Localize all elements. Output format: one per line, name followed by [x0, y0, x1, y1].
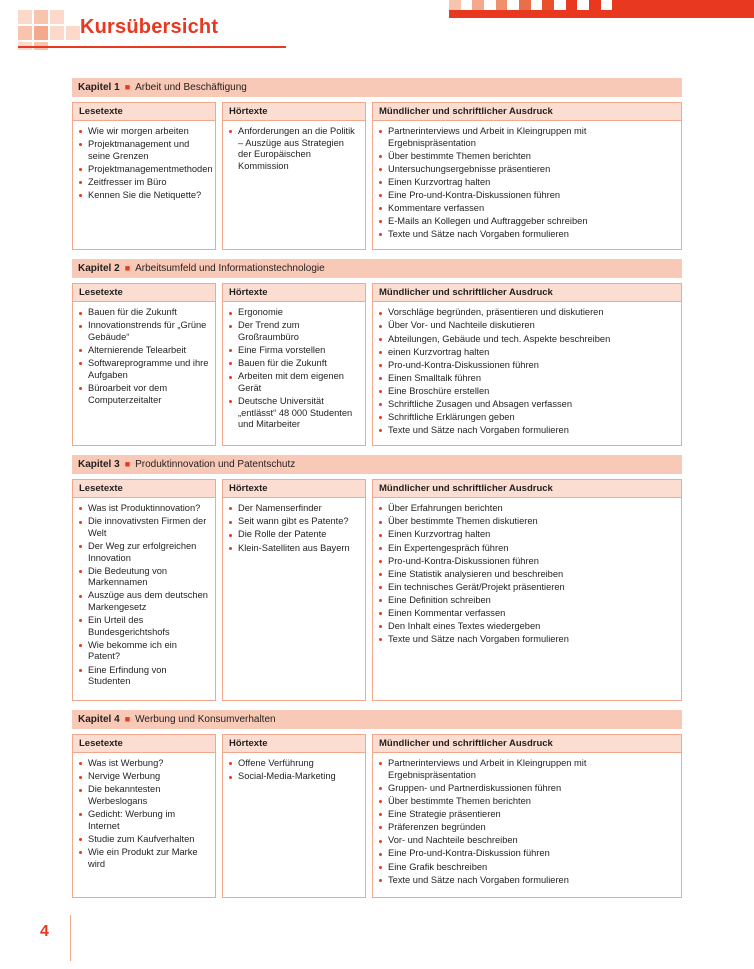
column-hoertexte [222, 102, 366, 250]
list-item: Klein-Satelliten aus Bayern [229, 543, 359, 555]
column-ausdruck [372, 283, 682, 446]
list-item: Bauen für die Zukunft [229, 358, 359, 370]
list-item: Über bestimmte Themen berichten [379, 796, 675, 808]
chapter-number: Kapitel 3 [78, 459, 120, 471]
chapter-columns [72, 479, 682, 701]
list-item: Eine Strategie präsentieren [379, 809, 675, 821]
top-block-cell [589, 0, 601, 10]
column-ausdruck [372, 102, 682, 250]
chapter-columns [72, 283, 682, 446]
list-item: Einen Kommentar verfassen [379, 608, 675, 620]
item-list [379, 758, 675, 886]
list-item: Kennen Sie die Netiquette? [79, 190, 209, 202]
list-item: Was ist Werbung? [79, 758, 209, 770]
item-list [379, 126, 675, 241]
top-block-cell [507, 0, 519, 10]
top-block-cell [472, 0, 484, 10]
list-item: Eine Definition schreiben [379, 595, 675, 607]
list-item: Schriftliche Zusagen und Absagen verfassen [379, 399, 675, 411]
list-item: Partnerinterviews und Arbeit in Kleingruppen mit Ergebnispräsentation [379, 758, 675, 781]
list-item: Abteilungen, Gebäude und tech. Aspekte beschreiben [379, 334, 675, 346]
list-item: Präferenzen begründen [379, 822, 675, 834]
column-body-ausdruck [373, 753, 681, 894]
list-item: Was ist Produktinnovation? [79, 503, 209, 515]
list-item: Über Erfahrungen berichten [379, 503, 675, 515]
top-block-cell [484, 0, 496, 10]
column-lesetexte [72, 734, 216, 898]
list-item: Gruppen- und Partnerdiskussionen führen [379, 783, 675, 795]
list-item: Einen Smalltalk führen [379, 373, 675, 385]
list-item: Projektmanagementmethoden [79, 164, 209, 176]
top-block-cell [542, 0, 554, 10]
chapter-header [72, 78, 682, 97]
item-list [79, 307, 209, 406]
list-item: Über bestimmte Themen berichten [379, 151, 675, 163]
top-block-cell [496, 0, 508, 10]
list-item: Eine Pro-und-Kontra-Diskussionen führen [379, 190, 675, 202]
column-ausdruck [372, 734, 682, 898]
list-item: Partnerinterviews und Arbeit in Kleingruppen mit Ergebnispräsentation [379, 126, 675, 149]
list-item: Vorschläge begründen, präsentieren und diskutieren [379, 307, 675, 319]
top-block-pattern [449, 0, 624, 10]
column-header-ausdruck: Mündlicher und schriftlicher Ausdruck [373, 480, 681, 498]
column-body-lesetexte [73, 498, 215, 696]
top-block-cell [519, 0, 531, 10]
list-item: Deutsche Universität „entlässt“ 48 000 Studenten und Mitarbeiter [229, 396, 359, 431]
list-item: Pro-und-Kontra-Diskussionen führen [379, 556, 675, 568]
list-item: Ein Expertengespräch führen [379, 543, 675, 555]
list-item: Der Trend zum Großraumbüro [229, 320, 359, 343]
list-item: Über bestimmte Themen diskutieren [379, 516, 675, 528]
column-body-hoertexte [223, 302, 365, 439]
page-footer [40, 917, 61, 947]
column-ausdruck [372, 479, 682, 701]
list-item: Eine Grafik beschreiben [379, 862, 675, 874]
column-body-lesetexte [73, 121, 215, 210]
list-item: Der Namenserfinder [229, 503, 359, 515]
list-item: Innovationstrends für „Grüne Gebäude“ [79, 320, 209, 343]
list-item: Wie ein Produkt zur Marke wird [79, 847, 209, 870]
list-item: einen Kurzvortrag halten [379, 347, 675, 359]
top-block-cell [612, 0, 624, 10]
column-header-hoertexte: Hörtexte [223, 480, 365, 498]
column-header-hoertexte: Hörtexte [223, 284, 365, 302]
list-item: Die Bedeutung von Markennamen [79, 566, 209, 589]
item-list [379, 503, 675, 646]
list-item: Eine Firma vorstellen [229, 345, 359, 357]
list-item: Gedicht: Werbung im Internet [79, 809, 209, 832]
list-item: Wie wir morgen arbeiten [79, 126, 209, 138]
chapter-title: Arbeitsumfeld und Informationstechnologie [135, 263, 325, 275]
list-item: Social-Media-Marketing [229, 771, 359, 783]
square-bullet-icon: ■ [124, 714, 131, 725]
column-body-hoertexte [223, 753, 365, 791]
list-item: Die Rolle der Patente [229, 529, 359, 541]
column-header-ausdruck: Mündlicher und schriftlicher Ausdruck [373, 103, 681, 121]
square-bullet-icon: ■ [124, 459, 131, 470]
chapter-block [72, 78, 682, 250]
square-bullet-icon: ■ [124, 82, 131, 92]
chapter-header [72, 710, 682, 729]
top-block-cell [531, 0, 543, 10]
page-title: Kursübersicht [80, 16, 219, 38]
column-hoertexte [222, 479, 366, 701]
page-number: 4 [40, 923, 49, 940]
list-item: Anforderungen an die Politik – Auszüge aus Strategien der Europäischen Kommission [229, 126, 359, 172]
column-header-hoertexte: Hörtexte [223, 735, 365, 753]
square-bullet-icon: ■ [124, 263, 131, 274]
list-item: Pro-und-Kontra-Diskussionen führen [379, 360, 675, 372]
chapter-columns [72, 102, 682, 250]
list-item: Kommentare verfassen [379, 203, 675, 215]
list-item: Bauen für die Zukunft [79, 307, 209, 319]
list-item: Nervige Werbung [79, 771, 209, 783]
list-item: Schriftliche Erklärungen geben [379, 412, 675, 424]
list-item: Eine Statistik analysieren und beschreiben [379, 569, 675, 581]
column-body-ausdruck [373, 302, 681, 445]
chapter-block [72, 455, 682, 701]
list-item: Einen Kurzvortrag halten [379, 529, 675, 541]
course-overview-table [72, 78, 682, 907]
top-block-cell [449, 0, 461, 10]
column-body-ausdruck [373, 498, 681, 654]
list-item: Offene Verführung [229, 758, 359, 770]
list-item: E-Mails an Kollegen und Auftraggeber schreiben [379, 216, 675, 228]
top-block-cell [577, 0, 589, 10]
item-list [79, 126, 213, 202]
chapter-block [72, 259, 682, 446]
column-header-ausdruck: Mündlicher und schriftlicher Ausdruck [373, 735, 681, 753]
top-block-cell [554, 0, 566, 10]
column-header-lesetexte: Lesetexte [73, 103, 215, 121]
chapter-number: Kapitel 4 [78, 714, 120, 726]
list-item: Studie zum Kaufverhalten [79, 834, 209, 846]
item-list [229, 758, 359, 783]
list-item: Wie bekomme ich ein Patent? [79, 640, 209, 663]
chapter-title: Werbung und Konsumverhalten [135, 714, 276, 726]
item-list [229, 126, 359, 172]
list-item: Über Vor- und Nachteile diskutieren [379, 320, 675, 332]
column-header-lesetexte: Lesetexte [73, 480, 215, 498]
list-item: Eine Broschüre erstellen [379, 386, 675, 398]
title-underline [18, 46, 286, 48]
list-item: Büroarbeit vor dem Computerzeitalter [79, 383, 209, 406]
column-header-ausdruck: Mündlicher und schriftlicher Ausdruck [373, 284, 681, 302]
list-item: Eine Erfindung von Studenten [79, 665, 209, 688]
list-item: Zeitfresser im Büro [79, 177, 209, 189]
column-body-ausdruck [373, 121, 681, 249]
chapter-block [72, 710, 682, 898]
column-hoertexte [222, 283, 366, 446]
list-item: Einen Kurzvortrag halten [379, 177, 675, 189]
top-block-cell [461, 0, 473, 10]
column-lesetexte [72, 479, 216, 701]
column-header-lesetexte: Lesetexte [73, 284, 215, 302]
chapter-columns [72, 734, 682, 898]
list-item: Eine Pro-und-Kontra-Diskussion führen [379, 848, 675, 860]
list-item: Ergonomie [229, 307, 359, 319]
column-header-lesetexte: Lesetexte [73, 735, 215, 753]
chapter-number: Kapitel 2 [78, 263, 120, 275]
list-item: Ein Urteil des Bundesgerichtshofs [79, 615, 209, 638]
list-item: Seit wann gibt es Patente? [229, 516, 359, 528]
chapter-title: Produktinnovation und Patentschutz [135, 459, 296, 471]
list-item: Softwareprogramme und ihre Aufgaben [79, 358, 209, 381]
item-list [79, 758, 209, 870]
item-list [379, 307, 675, 436]
list-item: Texte und Sätze nach Vorgaben formulieren [379, 425, 675, 437]
list-item: Den Inhalt eines Textes wiedergeben [379, 621, 675, 633]
list-item: Arbeiten mit dem eigenen Gerät [229, 371, 359, 394]
column-body-hoertexte [223, 498, 365, 562]
list-item: Vor- und Nachteile beschreiben [379, 835, 675, 847]
list-item: Alternierende Telearbeit [79, 345, 209, 357]
list-item: Untersuchungsergebnisse präsentieren [379, 164, 675, 176]
list-item: Texte und Sätze nach Vorgaben formulieren [379, 634, 675, 646]
list-item: Texte und Sätze nach Vorgaben formulieren [379, 875, 675, 887]
list-item: Texte und Sätze nach Vorgaben formulieren [379, 229, 675, 241]
list-item: Projektmanagement und seine Grenzen [79, 139, 209, 162]
chapter-title: Arbeit und Beschäftigung [135, 82, 247, 93]
chapter-header [72, 455, 682, 474]
top-block-cell [566, 0, 578, 10]
column-lesetexte [72, 283, 216, 446]
list-item: Auszüge aus dem deutschen Markengesetz [79, 590, 209, 613]
chapter-number: Kapitel 1 [78, 82, 120, 93]
top-block-cell [601, 0, 613, 10]
list-item: Ein technisches Gerät/Projekt präsentieren [379, 582, 675, 594]
footer-divider [70, 915, 71, 961]
list-item: Der Weg zur erfolgreichen Innovation [79, 541, 209, 564]
column-lesetexte [72, 102, 216, 250]
list-item: Die bekanntesten Werbeslogans [79, 784, 209, 807]
column-header-hoertexte: Hörtexte [223, 103, 365, 121]
column-body-lesetexte [73, 753, 215, 878]
item-list [229, 503, 359, 554]
chapter-header [72, 259, 682, 278]
column-body-lesetexte [73, 302, 215, 414]
item-list [229, 307, 359, 430]
title-block [18, 8, 438, 58]
list-item: Die innovativsten Firmen der Welt [79, 516, 209, 539]
column-hoertexte [222, 734, 366, 898]
column-body-hoertexte [223, 121, 365, 181]
item-list [79, 503, 209, 687]
